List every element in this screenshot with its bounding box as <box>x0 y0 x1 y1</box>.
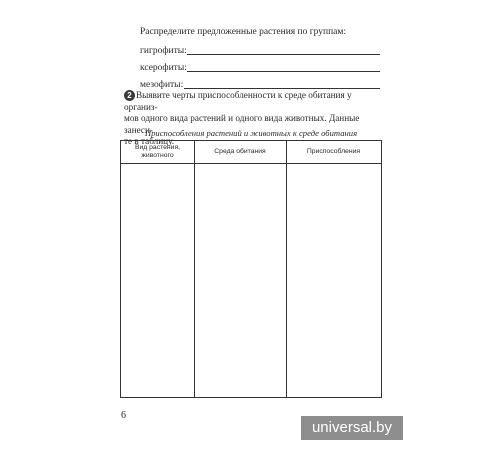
table-caption: Приспособления растений и животных к среде обитания <box>144 128 358 138</box>
header-species <box>121 141 194 163</box>
task-text: Выявите черты приспособленности к среде обитания у организ- <box>124 90 352 112</box>
group-label: гигрофиты: <box>140 46 187 56</box>
task-line <box>124 90 386 113</box>
adaptation-table <box>120 140 382 398</box>
header-species-line2: животного <box>141 152 174 159</box>
task-line: мов одного вида растений и одного вида животных. Данные занеси- <box>124 113 360 135</box>
task-2 <box>124 90 386 148</box>
page-number: 6 <box>121 410 126 421</box>
group-row-hygrophytes <box>140 44 380 56</box>
cell-habitat[interactable] <box>195 164 286 397</box>
group-row-mesophytes <box>140 78 380 90</box>
cell-adaptations[interactable] <box>287 164 381 397</box>
answer-line[interactable] <box>187 71 380 72</box>
group-label: мезофиты: <box>140 80 184 90</box>
watermark: universal.by <box>301 416 403 440</box>
group-row-xerophytes <box>140 61 380 73</box>
answer-line[interactable] <box>187 54 380 55</box>
header-habitat: Среда обитания <box>214 148 266 156</box>
instruction-text: Распределите предложенные растения по группам: <box>140 27 347 37</box>
task-line: те в таблицу. <box>124 136 175 146</box>
header-adaptations: Приспособления <box>306 148 361 156</box>
header-species-line1: Вид растения, <box>134 144 181 152</box>
answer-line[interactable] <box>184 88 380 89</box>
task-number-badge: 2 <box>124 90 135 101</box>
cell-species[interactable] <box>121 164 194 397</box>
group-label: ксерофиты: <box>140 63 187 73</box>
